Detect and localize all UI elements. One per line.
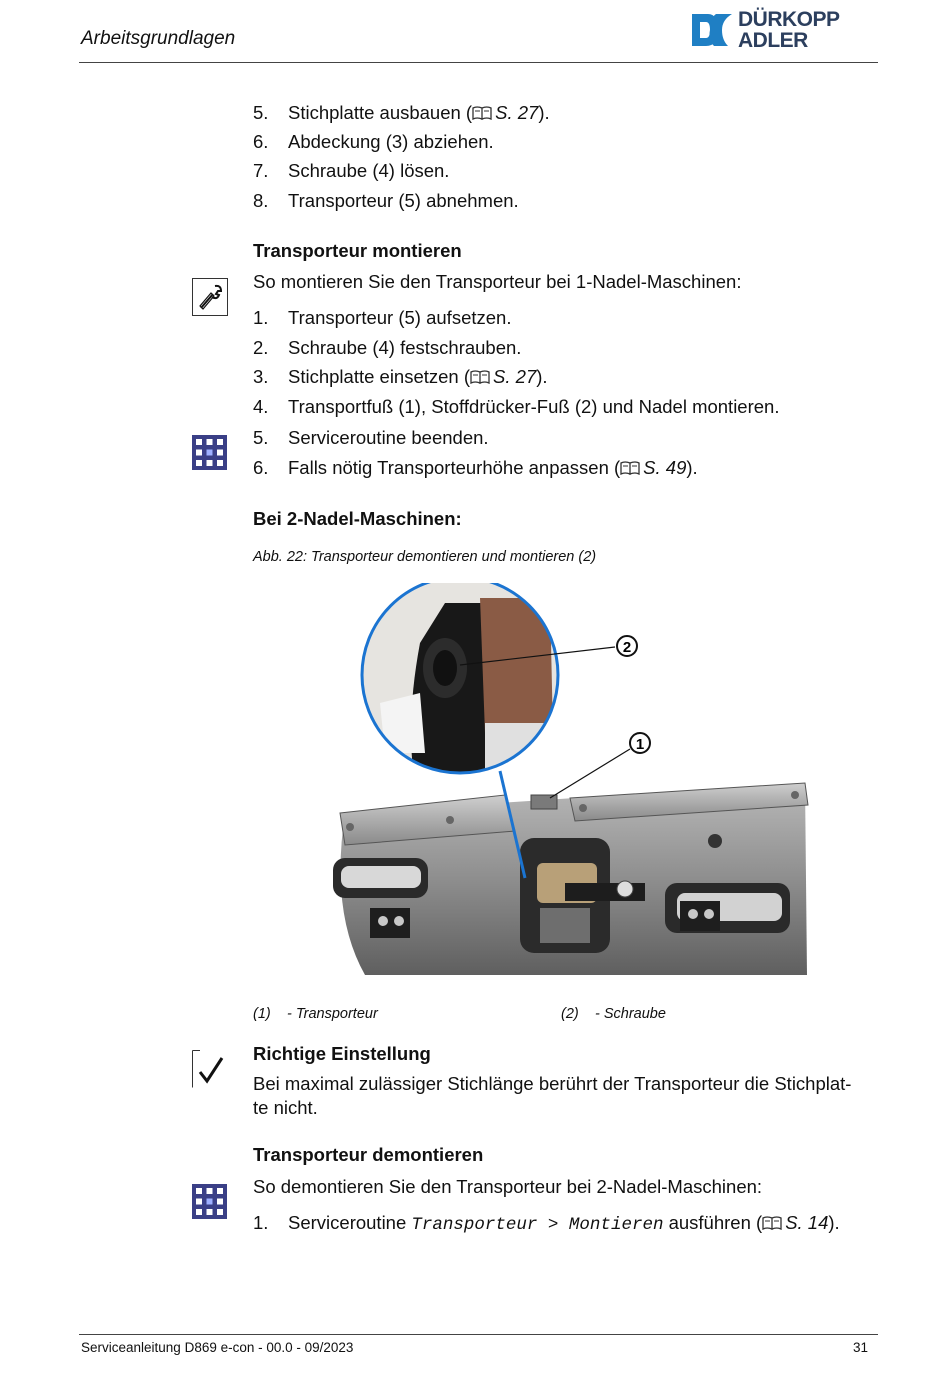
- book-reference-icon: [762, 1216, 782, 1230]
- wrench-tool-icon: [192, 278, 228, 316]
- page-reference-link[interactable]: S. 49: [643, 457, 687, 478]
- control-panel-icon: [192, 435, 227, 470]
- logo-text-line1: DÜRKOPP: [738, 8, 840, 31]
- section-intro: So demontieren Sie den Transporteur bei 2-Nadel-Maschinen:: [253, 1176, 763, 1197]
- step-item: 5. Stichplatte ausbauen ( S. 27).: [253, 102, 550, 123]
- step-item: 1. Transporteur (5) aufsetzen.: [253, 307, 512, 328]
- page-number: 31: [852, 1340, 868, 1355]
- service-routine-code: Transporteur > Montieren: [411, 1215, 664, 1235]
- legend-item: (2) - Schraube: [561, 1006, 666, 1022]
- brand-logo: [688, 8, 878, 56]
- step-item: 2. Schraube (4) festschrauben.: [253, 337, 522, 358]
- book-reference-icon: [472, 106, 492, 120]
- footer-divider: [79, 1334, 878, 1335]
- step-item: 6. Abdeckung (3) abziehen.: [253, 131, 494, 152]
- step-item: 6. Falls nötig Transporteurhöhe anpassen ( S. 49).: [253, 457, 698, 478]
- book-reference-icon: [620, 461, 640, 475]
- note-text: Bei maximal zulässiger Stichlänge berührt der Transporteur die Stichplat- te nicht.: [253, 1073, 852, 1118]
- note-heading: Richtige Einstellung: [253, 1043, 431, 1064]
- control-panel-icon: [192, 1184, 227, 1219]
- step-item: 5. Serviceroutine beenden.: [253, 427, 489, 448]
- section-heading: Transporteur demontieren: [253, 1144, 484, 1165]
- page-reference-link[interactable]: S. 14: [785, 1212, 829, 1233]
- step-item: 8. Transporteur (5) abnehmen.: [253, 190, 519, 211]
- machine-photo-figure: [325, 583, 815, 983]
- logo-mark-icon: [688, 8, 736, 52]
- section-heading: Transporteur montieren: [253, 240, 462, 261]
- callout-2: 2: [622, 639, 632, 656]
- step-item: 4. Transportfuß (1), Stoffdrücker-Fuß (2) und Nadel montieren.: [253, 396, 780, 417]
- page-reference-link[interactable]: S. 27: [493, 366, 537, 387]
- step-item: 3. Stichplatte einsetzen ( S. 27).: [253, 366, 548, 387]
- logo-text-line2: ADLER: [738, 29, 808, 52]
- callout-1: 1: [635, 736, 645, 753]
- section-heading: Bei 2-Nadel-Maschinen:: [253, 508, 462, 529]
- footer-document-info: Serviceanleitung D869 e-con - 00.0 - 09/2023: [81, 1340, 354, 1355]
- section-intro: So montieren Sie den Transporteur bei 1-Nadel-Maschinen:: [253, 271, 742, 292]
- header-divider: [79, 62, 878, 63]
- transporteur-photo: [325, 583, 815, 983]
- legend-item: (1) - Transporteur: [253, 1006, 378, 1022]
- page-section-title: Arbeitsgrundlagen: [81, 28, 236, 49]
- checkmark-icon: [192, 1050, 228, 1088]
- step-item: 7. Schraube (4) lösen.: [253, 160, 450, 181]
- book-reference-icon: [470, 370, 490, 384]
- page-reference-link[interactable]: S. 27: [495, 102, 539, 123]
- figure-caption: Abb. 22: Transporteur demontieren und montieren (2): [253, 549, 597, 565]
- step-item: 1. Serviceroutine Transporteur > Montieren ausführen ( S. 14).: [253, 1212, 840, 1235]
